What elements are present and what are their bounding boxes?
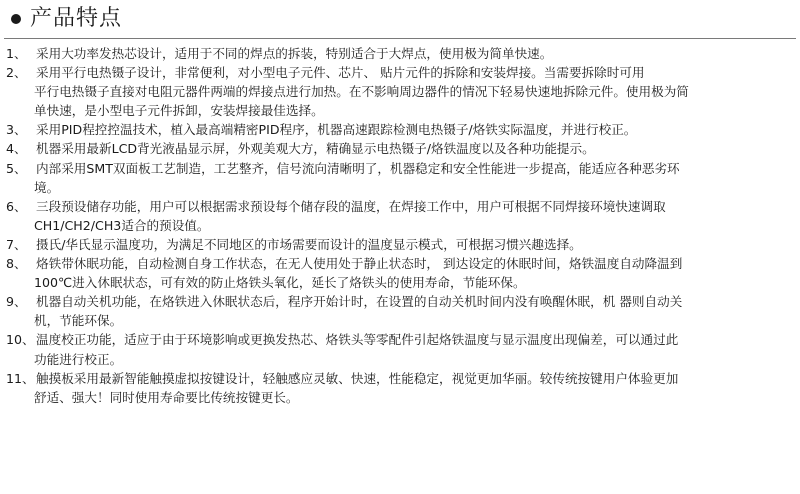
feature-text-line: 机器采用最新LCD背光液晶显示屏，外观美观大方，精确显示电热镊子/烙铁温度以及各种功能提示。 <box>36 141 595 157</box>
feature-text <box>36 197 796 235</box>
feature-item <box>6 120 796 139</box>
feature-item <box>6 159 796 197</box>
feature-text <box>36 63 796 120</box>
feature-number: 7、 <box>6 236 27 252</box>
feature-text-line: 触摸板采用最新智能触摸虚拟按键设计，轻触感应灵敏、快速，性能稳定，视觉更加华丽。较传统按键用户体验更加 <box>36 370 679 386</box>
feature-text <box>36 120 796 139</box>
feature-item <box>6 235 796 254</box>
feature-text <box>36 159 796 197</box>
feature-item <box>6 197 796 235</box>
feature-item <box>6 44 796 63</box>
bullet-dot-icon <box>11 14 21 24</box>
feature-text-line: 采用PID程控控温技术，植入最高端精密PID程序，机器高速跟踪检测电热镊子/烙铁实际温度，并进行校正。 <box>36 122 637 138</box>
feature-item <box>6 63 796 120</box>
feature-text <box>36 369 796 407</box>
header-divider <box>4 38 796 39</box>
feature-number: 8、 <box>6 256 27 272</box>
feature-text-line: 内部采用SMT双面板工艺制造，工艺整齐，信号流向清晰明了，机器稳定和安全性能进一步提高，能适应各种恶劣环 <box>36 160 680 176</box>
feature-number: 9、 <box>6 294 27 310</box>
feature-text <box>36 235 796 254</box>
feature-item <box>6 254 796 292</box>
feature-number: 2、 <box>6 65 27 81</box>
feature-number: 3、 <box>6 122 27 138</box>
feature-text-line: 机器自动关机功能，在烙铁进入休眠状态后，程序开始计时，在设置的自动关机时间内没有唤醒休眠，机 器则自动关 <box>36 294 683 310</box>
section-header <box>0 0 800 38</box>
feature-item <box>6 369 796 407</box>
feature-text-line: 境。 <box>34 179 60 195</box>
feature-text-line: 平行电热镊子直接对电阻元器件两端的焊接点进行加热。在不影响周边器件的情况下轻易快速地拆除元件。使用极为简 <box>34 84 689 100</box>
feature-text-line: 温度校正功能，适应于由于环境影响或更换发热芯、烙铁头等零配件引起烙铁温度与显示温度出现偏差，可以通过此 <box>36 332 679 348</box>
feature-number: 5、 <box>6 160 27 176</box>
feature-text-line: 机，节能环保。 <box>34 313 123 329</box>
feature-number: 11、 <box>6 370 35 386</box>
feature-list <box>6 44 796 407</box>
feature-number: 10、 <box>6 332 35 348</box>
feature-text-line: 烙铁带休眠功能，自动检测自身工作状态，在无人使用处于静止状态时， 到达设定的休眠时间，烙铁温度自动降温到 <box>36 256 683 272</box>
feature-number: 4、 <box>6 141 27 157</box>
feature-text <box>36 254 796 292</box>
feature-text-line: 单快速，是小型电子元件拆卸，安装焊接最佳选择。 <box>34 103 324 119</box>
feature-text-line: 功能进行校正。 <box>34 351 123 367</box>
feature-item <box>6 330 796 368</box>
feature-text-line: 采用大功率发热芯设计，适用于不同的焊点的拆装，特别适合于大焊点，使用极为简单快速。 <box>36 46 553 61</box>
feature-text-line: CH1/CH2/CH3适合的预设值。 <box>34 217 210 233</box>
feature-item <box>6 292 796 330</box>
feature-number: 6、 <box>6 198 27 214</box>
feature-text-line: 采用平行电热镊子设计，非常便利，对小型电子元件、芯片、 贴片元件的拆除和安装焊接。当需要拆除时可用 <box>36 65 645 81</box>
feature-text <box>36 292 796 330</box>
feature-text-line: 三段预设储存功能，用户可以根据需求预设每个储存段的温度，在焊接工作中，用户可根据不同焊接环境快速调取 <box>36 198 666 214</box>
feature-text <box>36 330 796 368</box>
feature-text-line: 舒适、强大！同时使用寿命要比传统按键更长。 <box>34 389 299 405</box>
feature-text <box>36 139 796 158</box>
feature-number: 1、 <box>6 46 27 61</box>
feature-text <box>36 44 796 63</box>
feature-item <box>6 139 796 158</box>
feature-text-line: 摄氏/华氏显示温度功，为满足不同地区的市场需要而设计的温度显示模式，可根据习惯兴趣选择。 <box>36 236 582 252</box>
section-title: 产品特点 <box>30 6 123 31</box>
feature-text-line: 100℃进入休眠状态，可有效的防止烙铁头氧化，延长了烙铁头的使用寿命，节能环保。 <box>34 275 526 291</box>
